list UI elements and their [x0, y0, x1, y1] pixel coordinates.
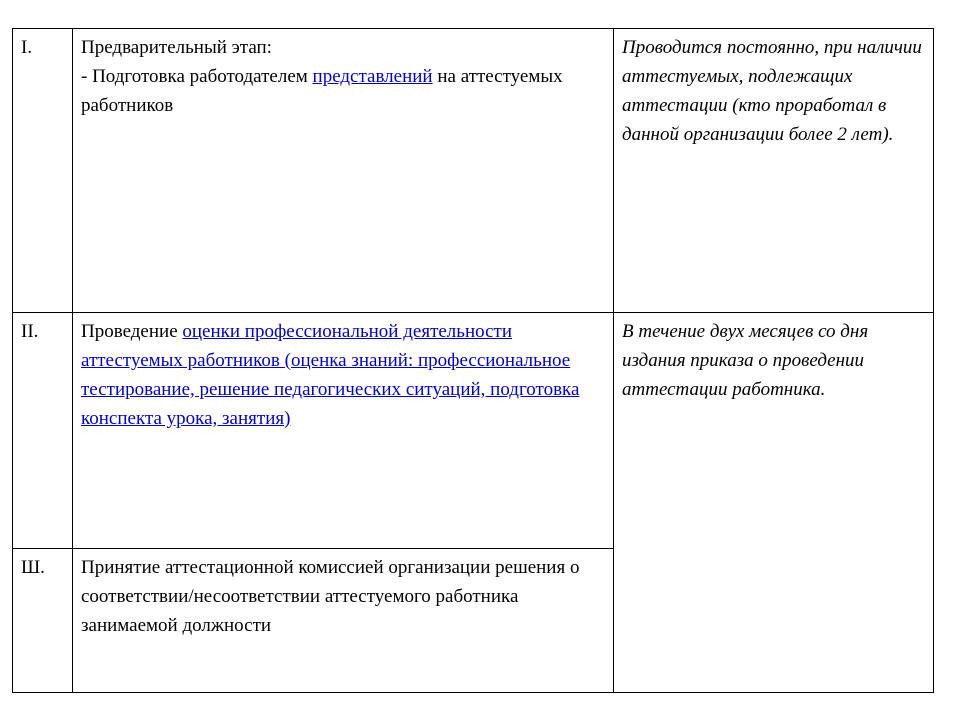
stage-timing-note: Проводится постоянно, при наличии аттестуемых, подлежащих аттестации (кто проработал в данной организации более 2 лет). [614, 29, 934, 313]
stage-text-continued: на аттестуемых работников [81, 66, 563, 116]
stage-description [73, 313, 614, 549]
representations-link[interactable]: представлений [312, 66, 433, 87]
stage-description [73, 29, 614, 313]
table-row [13, 29, 934, 313]
stage-title: Предварительный этап: [81, 37, 272, 58]
stage-number: II. [13, 313, 73, 549]
stage-timing-note: В течение двух месяцев со дня издания приказа о проведении аттестации работника. [614, 313, 934, 693]
stage-text: Проведение [81, 321, 183, 342]
stage-description: Принятие аттестационной комиссией организации решения о соответствии/несоответствии аттестуемого работника занимаемой должности [73, 549, 614, 693]
table-row [13, 313, 934, 549]
stage-number: Ш. [13, 549, 73, 693]
attestation-stages-table [12, 28, 934, 693]
stage-text: - Подготовка работодателем [81, 66, 313, 87]
stage-number: I. [13, 29, 73, 313]
professional-evaluation-link[interactable]: оценки профессиональной деятельности аттестуемых работников (оценка знаний: профессиональное тестирование, решение педагогических ситуаций, подготовка конспекта урока, занятия) [81, 321, 580, 429]
